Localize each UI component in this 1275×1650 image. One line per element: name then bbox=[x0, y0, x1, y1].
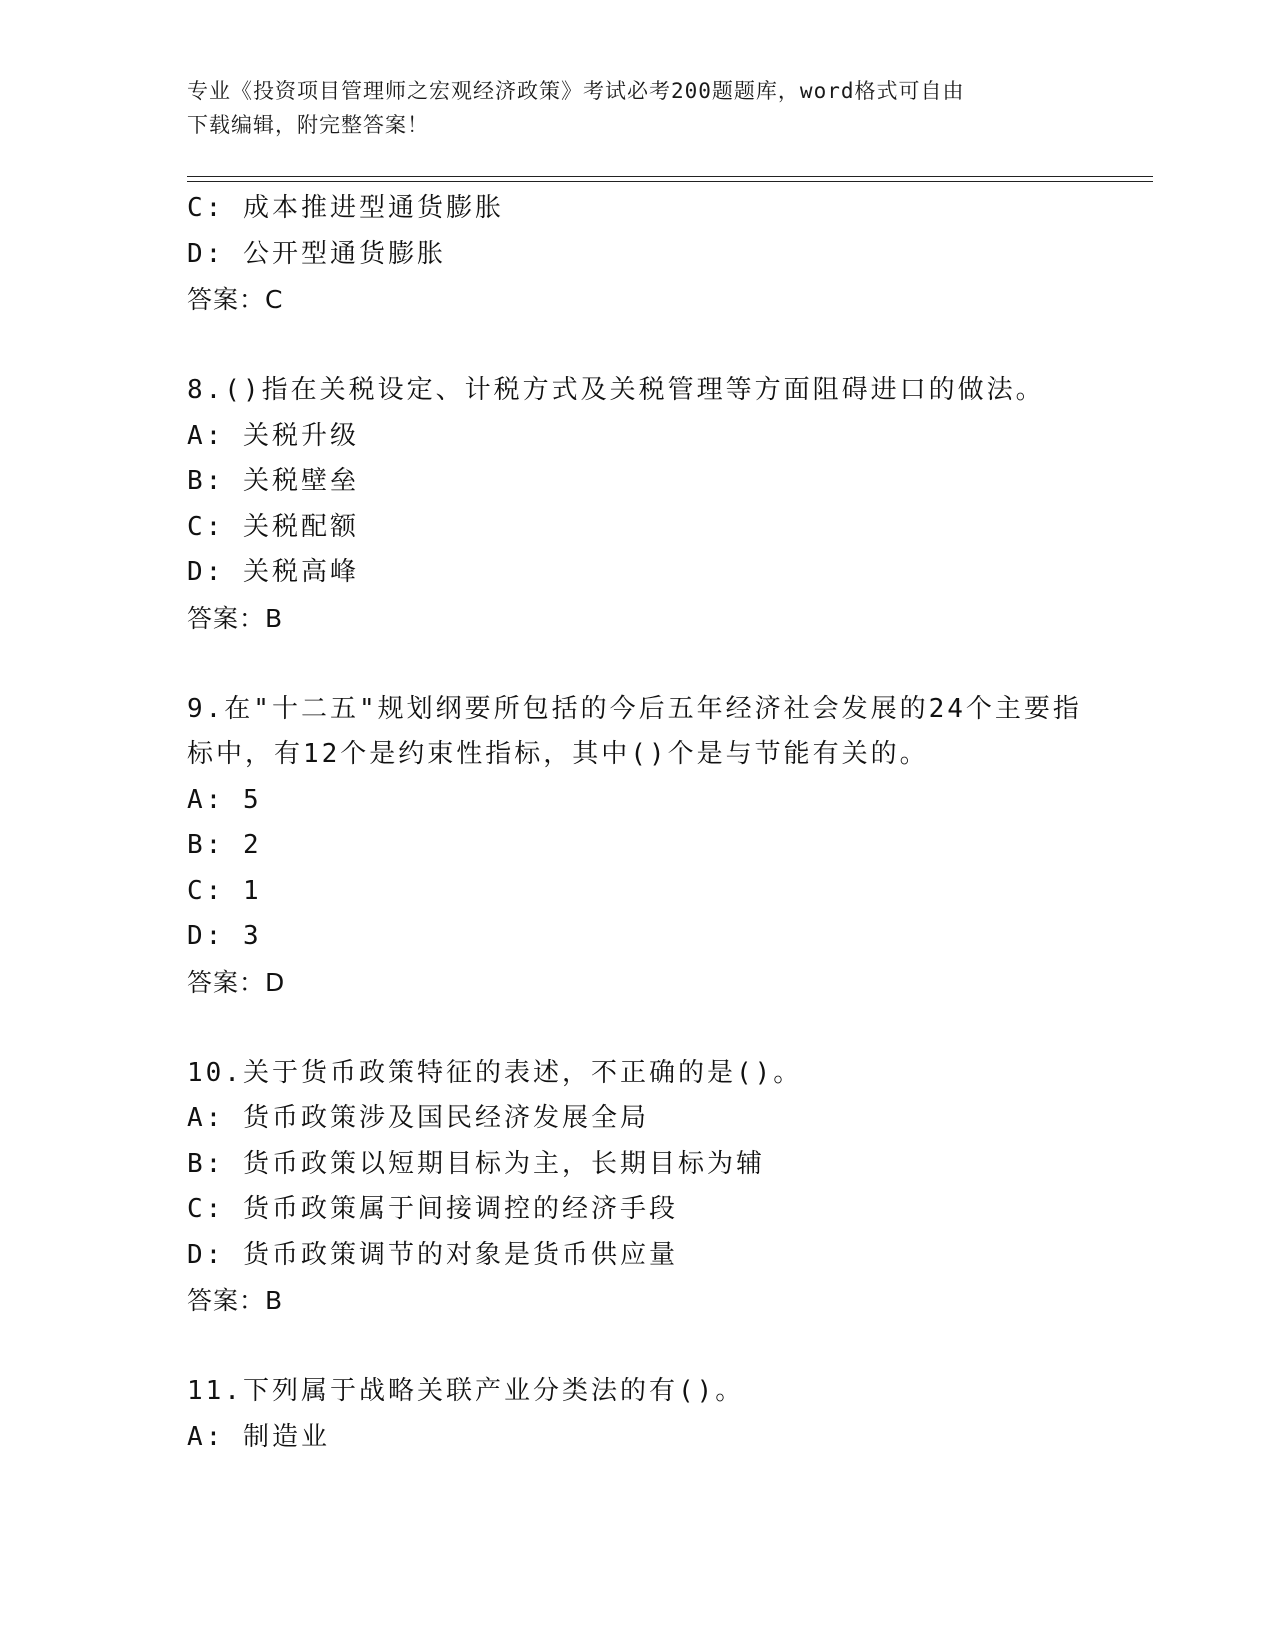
question-9-option-c: C: 1 bbox=[187, 875, 262, 906]
question-10-option-b: B: 货币政策以短期目标为主，长期目标为辅 bbox=[187, 1148, 765, 1179]
document-header bbox=[187, 74, 1087, 142]
question-8-option-c: C: 关税配额 bbox=[187, 511, 359, 542]
question-8-option-a: A: 关税升级 bbox=[187, 420, 359, 451]
spacer bbox=[187, 1005, 1087, 1051]
spacer bbox=[187, 641, 1087, 687]
question-content bbox=[187, 186, 1087, 1460]
question-9-answer: 答案：D bbox=[187, 967, 286, 997]
question-9-option-a: A: 5 bbox=[187, 784, 262, 815]
header-line-2: 下载编辑，附完整答案！ bbox=[187, 113, 429, 137]
question-10-option-d: D: 货币政策调节的对象是货币供应量 bbox=[187, 1239, 678, 1270]
question-8-text: 8.()指在关税设定、计税方式及关税管理等方面阻碍进口的做法。 bbox=[187, 375, 1045, 405]
question-10-text: 10.关于货币政策特征的表述，不正确的是()。 bbox=[187, 1057, 803, 1088]
option-c: C: 成本推进型通货膨胀 bbox=[187, 193, 504, 223]
header-divider-bottom bbox=[187, 181, 1153, 182]
question-9-text-line-2: 标中，有12个是约束性指标，其中()个是与节能有关的。 bbox=[187, 739, 929, 769]
question-11-text: 11.下列属于战略关联产业分类法的有()。 bbox=[187, 1376, 745, 1406]
question-10-answer: 答案：B bbox=[187, 1286, 284, 1315]
spacer bbox=[187, 323, 1087, 369]
header-divider-top bbox=[187, 176, 1153, 177]
question-10-option-a: A: 货币政策涉及国民经济发展全局 bbox=[187, 1103, 649, 1133]
question-10-option-c: C: 货币政策属于间接调控的经济手段 bbox=[187, 1194, 678, 1224]
question-9-option-d: D: 3 bbox=[187, 921, 262, 951]
question-8-option-d: D: 关税高峰 bbox=[187, 557, 359, 587]
header-line-1: 专业《投资项目管理师之宏观经济政策》考试必考200题题库，word格式可自由 bbox=[187, 79, 965, 103]
option-d: D: 公开型通货膨胀 bbox=[187, 238, 446, 269]
spacer bbox=[187, 1324, 1087, 1370]
answer: 答案：C bbox=[187, 285, 284, 314]
question-8-option-b: B: 关税壁垒 bbox=[187, 466, 359, 496]
question-9-text-line-1: 9.在"十二五"规划纲要所包括的今后五年经济社会发展的24个主要指 bbox=[187, 693, 1082, 724]
question-8-answer: 答案：B bbox=[187, 603, 284, 633]
question-11-option-a: A: 制造业 bbox=[187, 1421, 330, 1452]
question-9-option-b: B: 2 bbox=[187, 830, 262, 860]
